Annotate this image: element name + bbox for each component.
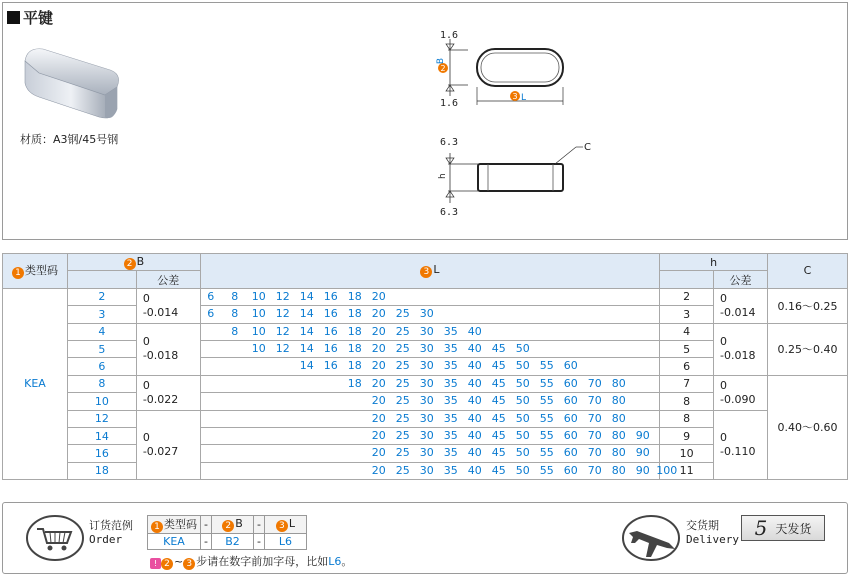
l-values-cell <box>200 393 659 410</box>
order-dash: - <box>201 534 212 550</box>
order-note <box>150 553 352 570</box>
note-badge-icon: ! <box>150 558 161 569</box>
l-value: 50 <box>515 446 530 460</box>
l-value: 14 <box>299 289 314 303</box>
l-value: 60 <box>563 428 578 442</box>
l-value: 35 <box>443 324 458 338</box>
l-values-cell <box>200 410 659 427</box>
h-value-cell: 7 <box>660 375 714 392</box>
l-value: 30 <box>419 394 434 408</box>
l-value: 20 <box>371 394 386 408</box>
material-text: 材质：A3钢/45号钢 <box>20 133 119 146</box>
order-example-table <box>147 515 307 550</box>
h-header: h <box>660 254 768 271</box>
l-value: 18 <box>347 307 362 321</box>
l-value: 40 <box>467 394 482 408</box>
l-value: 6 <box>207 307 215 321</box>
table-row <box>3 410 848 427</box>
l-value: 45 <box>491 463 506 477</box>
l-value: 60 <box>563 446 578 460</box>
l-value: 8 <box>231 307 239 321</box>
b-tol-lower: -0.014 <box>142 305 179 319</box>
l-value: 6 <box>207 289 215 303</box>
l-value: 14 <box>299 359 314 373</box>
b-value-cell: 8 <box>67 375 136 392</box>
l-value: 25 <box>395 446 410 460</box>
order-col-type <box>148 516 201 534</box>
l-value: 18 <box>347 376 362 390</box>
b-number: 2 <box>440 64 446 73</box>
h-value-cell: 9 <box>660 427 714 444</box>
l-value: 80 <box>611 446 626 460</box>
l-value: 70 <box>587 411 602 425</box>
l-value: 35 <box>443 428 458 442</box>
l-value: 40 <box>467 359 482 373</box>
l-values-cell <box>200 358 659 375</box>
l-value: 45 <box>491 394 506 408</box>
b-tol-lower: -0.027 <box>142 444 179 458</box>
l-value: 16 <box>323 359 338 373</box>
l-value: 50 <box>515 359 530 373</box>
l-value: 55 <box>539 428 554 442</box>
l-value: 35 <box>443 376 458 390</box>
delivery-days-box <box>741 515 825 541</box>
l-value: 35 <box>443 411 458 425</box>
table-row <box>3 375 848 392</box>
h-tol-upper: 0 <box>720 378 728 392</box>
b-value-header <box>67 271 136 288</box>
l-value: 60 <box>563 411 578 425</box>
b-tolerance-cell <box>136 410 200 480</box>
l-value: 20 <box>371 411 386 425</box>
l-value: 20 <box>371 376 386 390</box>
type-code-header <box>3 254 68 289</box>
b-value-cell: 12 <box>67 410 136 427</box>
order-type-number-icon: 1 <box>151 521 163 533</box>
l-value: 25 <box>395 411 410 425</box>
order-label-cn: 订货范例 <box>89 519 133 532</box>
square-bullet-icon <box>7 11 20 24</box>
h-tolerance-cell <box>714 323 768 375</box>
l-value: 20 <box>371 428 386 442</box>
side-top-roughness-label: 6.3 <box>440 137 459 148</box>
l-number-icon: 3 <box>420 266 432 278</box>
order-dash: - <box>253 534 264 550</box>
l-value: 25 <box>395 394 410 408</box>
l-value: 35 <box>443 446 458 460</box>
c-header: C <box>768 254 848 289</box>
h-tol-lower: -0.090 <box>720 392 756 406</box>
h-dim-label: h <box>438 173 448 179</box>
type-code-label: 类型码 <box>24 264 58 278</box>
top-roughness-label: 1.6 <box>440 30 459 41</box>
l-value: 30 <box>419 341 434 355</box>
l-value: 30 <box>419 324 434 338</box>
b-value-cell: 3 <box>67 306 136 323</box>
l-dim-label: L <box>521 93 527 103</box>
order-label <box>89 519 133 547</box>
l-value: 100 <box>656 463 678 477</box>
l-value: 35 <box>443 341 458 355</box>
airplane-icon <box>621 513 681 563</box>
l-value: 45 <box>491 428 506 442</box>
order-val-l: L6 <box>264 534 306 550</box>
b-value-cell: 5 <box>67 340 136 357</box>
l-value: 40 <box>467 376 482 390</box>
order-b-number-icon: 2 <box>222 520 234 532</box>
l-value: 45 <box>491 411 506 425</box>
h-tolerance-cell <box>714 410 768 480</box>
table-row <box>3 323 848 340</box>
note-text: 步请在数字前加字母，比如 <box>196 555 329 568</box>
order-type-label: 类型码 <box>164 518 197 531</box>
l-value: 40 <box>467 446 482 460</box>
l-value: 20 <box>371 307 386 321</box>
l-value: 20 <box>371 463 386 477</box>
l-value: 55 <box>539 376 554 390</box>
b-tol-upper: 0 <box>142 291 150 305</box>
l-value: 80 <box>611 463 626 477</box>
b-tolerance-cell <box>136 323 200 375</box>
l-value: 30 <box>419 307 434 321</box>
b-value-cell: 10 <box>67 393 136 410</box>
l-value: 14 <box>299 324 314 338</box>
h-tol-upper: 0 <box>720 291 728 305</box>
b-number-icon: 2 <box>124 258 136 270</box>
b-tol-upper: 0 <box>142 335 150 349</box>
l-values-cell <box>200 445 659 462</box>
delivery-label-cn: 交货期 <box>686 519 719 532</box>
l-value: 50 <box>515 376 530 390</box>
b-header <box>67 254 200 271</box>
order-dash: - <box>201 516 212 534</box>
l-value: 70 <box>587 376 602 390</box>
type-number-icon: 1 <box>12 267 24 279</box>
l-value: 30 <box>419 463 434 477</box>
l-value: 70 <box>587 428 602 442</box>
h-tolerance-cell <box>714 375 768 410</box>
l-value: 25 <box>395 341 410 355</box>
shopping-cart-icon <box>25 513 85 563</box>
order-col-b <box>211 516 253 534</box>
table-row <box>3 288 848 305</box>
delivery-days-text: 天发货 <box>775 521 812 536</box>
b-value-cell: 14 <box>67 427 136 444</box>
l-value: 10 <box>251 324 266 338</box>
l-value: 20 <box>371 289 386 303</box>
l-value: 40 <box>467 463 482 477</box>
l-values-cell <box>200 427 659 444</box>
l-value: 20 <box>371 359 386 373</box>
note-tilde: ~ <box>174 555 184 568</box>
l-value: 80 <box>611 411 626 425</box>
b-dim-label: B <box>436 57 446 65</box>
l-value: 45 <box>491 359 506 373</box>
l-value: 40 <box>467 411 482 425</box>
l-value: 90 <box>635 463 650 477</box>
l-value: 18 <box>347 341 362 355</box>
l-value: 60 <box>563 359 578 373</box>
order-l-label: L <box>288 517 296 530</box>
l-value: 55 <box>539 463 554 477</box>
l-value: 30 <box>419 446 434 460</box>
side-bottom-roughness-label: 6.3 <box>440 207 459 218</box>
l-value: 16 <box>323 341 338 355</box>
l-value: 16 <box>323 324 338 338</box>
l-value: 60 <box>563 463 578 477</box>
h-value-cell: 10 <box>660 445 714 462</box>
l-value: 20 <box>371 341 386 355</box>
b-tol-header: 公差 <box>136 271 200 288</box>
b-value-cell: 2 <box>67 288 136 305</box>
h-value-cell: 5 <box>660 340 714 357</box>
l-header-label: L <box>433 263 440 277</box>
note-example: L6 <box>328 555 342 568</box>
l-number: 3 <box>512 92 518 101</box>
note-b-number-icon: 2 <box>161 558 173 570</box>
note-l-number-icon: 3 <box>183 558 195 570</box>
l-value: 70 <box>587 463 602 477</box>
l-value: 40 <box>467 428 482 442</box>
l-value: 18 <box>347 324 362 338</box>
order-col-l <box>264 516 306 534</box>
h-value-cell: 8 <box>660 410 714 427</box>
spec-table <box>2 253 848 480</box>
h-tol-lower: -0.014 <box>720 305 756 319</box>
l-value: 10 <box>251 289 266 303</box>
l-value: 25 <box>395 428 410 442</box>
dimension-drawing <box>428 13 618 223</box>
l-value: 25 <box>395 359 410 373</box>
l-values-cell <box>200 306 659 323</box>
l-value: 8 <box>231 324 239 338</box>
h-value-cell: 3 <box>660 306 714 323</box>
order-val-type: KEA <box>148 534 201 550</box>
l-value: 30 <box>419 428 434 442</box>
l-value: 16 <box>323 289 338 303</box>
l-header <box>200 254 659 289</box>
b-tol-lower: -0.022 <box>142 392 179 406</box>
b-tol-upper: 0 <box>142 378 150 392</box>
l-value: 14 <box>299 307 314 321</box>
l-value: 14 <box>299 341 314 355</box>
c-value-cell: 0.40～0.60 <box>768 375 848 479</box>
l-value: 55 <box>539 411 554 425</box>
l-value: 80 <box>611 428 626 442</box>
l-value: 90 <box>635 446 650 460</box>
l-value: 16 <box>323 307 338 321</box>
delivery-days: 5 <box>754 516 768 540</box>
b-tolerance-cell <box>136 375 200 410</box>
l-value: 70 <box>587 394 602 408</box>
l-value: 25 <box>395 376 410 390</box>
flat-key-photo <box>21 43 131 123</box>
h-tol-header: 公差 <box>714 271 768 288</box>
l-value: 25 <box>395 463 410 477</box>
h-tol-lower: -0.110 <box>720 444 756 458</box>
order-dash: - <box>253 516 264 534</box>
note-end: 。 <box>341 555 353 568</box>
l-value: 50 <box>515 411 530 425</box>
l-value: 80 <box>611 394 626 408</box>
order-val-b: B2 <box>211 534 253 550</box>
l-value: 12 <box>275 324 290 338</box>
h-tol-lower: -0.018 <box>720 349 756 363</box>
l-value: 50 <box>515 428 530 442</box>
c-value-cell: 0.25～0.40 <box>768 323 848 375</box>
b-tolerance-cell <box>136 288 200 323</box>
b-value-cell: 16 <box>67 445 136 462</box>
delivery-label-en: Delivery <box>686 533 739 546</box>
c-value-cell: 0.16～0.25 <box>768 288 848 323</box>
l-value: 12 <box>275 307 290 321</box>
l-value: 25 <box>395 307 410 321</box>
l-values-cell <box>200 462 678 479</box>
l-value: 40 <box>467 341 482 355</box>
product-panel <box>2 2 848 240</box>
h-value-header <box>660 271 714 288</box>
h-value-cell: 2 <box>660 288 714 305</box>
l-value: 70 <box>587 446 602 460</box>
delivery-label <box>686 519 739 547</box>
h-value-cell: 11 <box>660 462 714 479</box>
l-value: 20 <box>371 324 386 338</box>
section-heading <box>7 7 53 28</box>
l-value: 45 <box>491 341 506 355</box>
l-value: 55 <box>539 359 554 373</box>
h-value-cell: 4 <box>660 323 714 340</box>
l-value: 45 <box>491 376 506 390</box>
b-tol-upper: 0 <box>142 430 150 444</box>
h-value-cell: 6 <box>660 358 714 375</box>
h-tol-upper: 0 <box>720 430 728 444</box>
l-value: 10 <box>251 307 266 321</box>
l-value: 45 <box>491 446 506 460</box>
l-value: 30 <box>419 359 434 373</box>
l-values-cell <box>200 288 659 305</box>
l-value: 55 <box>539 446 554 460</box>
l-value: 30 <box>419 376 434 390</box>
l-value: 60 <box>563 376 578 390</box>
l-value: 80 <box>611 376 626 390</box>
l-value: 50 <box>515 463 530 477</box>
heading-text: 平键 <box>23 9 54 27</box>
order-b-label: B <box>235 517 243 530</box>
b-value-cell: 6 <box>67 358 136 375</box>
order-label-en: Order <box>89 533 123 546</box>
l-values-cell <box>200 323 659 340</box>
l-value: 90 <box>635 428 650 442</box>
l-value: 35 <box>443 463 458 477</box>
b-header-label: B <box>136 254 145 268</box>
c-dim-label: C <box>584 142 591 153</box>
b-value-cell: 18 <box>67 462 136 479</box>
l-value: 30 <box>419 411 434 425</box>
bottom-roughness-label: 1.6 <box>440 98 459 109</box>
b-value-cell: 4 <box>67 323 136 340</box>
l-values-cell <box>200 375 659 392</box>
l-value: 25 <box>395 324 410 338</box>
order-l-number-icon: 3 <box>276 520 288 532</box>
l-value: 50 <box>515 394 530 408</box>
l-value: 18 <box>347 359 362 373</box>
l-value: 8 <box>231 289 239 303</box>
h-value-cell: 8 <box>660 393 714 410</box>
l-value: 60 <box>563 394 578 408</box>
l-value: 20 <box>371 446 386 460</box>
l-values-cell <box>200 340 659 357</box>
b-tol-lower: -0.018 <box>142 349 179 363</box>
type-code-cell: KEA <box>3 288 68 479</box>
l-value: 10 <box>251 341 266 355</box>
l-value: 50 <box>515 341 530 355</box>
l-value: 40 <box>467 324 482 338</box>
l-value: 12 <box>275 341 290 355</box>
h-tolerance-cell <box>714 288 768 323</box>
l-value: 35 <box>443 359 458 373</box>
order-panel <box>2 502 848 574</box>
l-value: 55 <box>539 394 554 408</box>
l-value: 18 <box>347 289 362 303</box>
l-value: 12 <box>275 289 290 303</box>
h-tol-upper: 0 <box>720 335 728 349</box>
l-value: 35 <box>443 394 458 408</box>
